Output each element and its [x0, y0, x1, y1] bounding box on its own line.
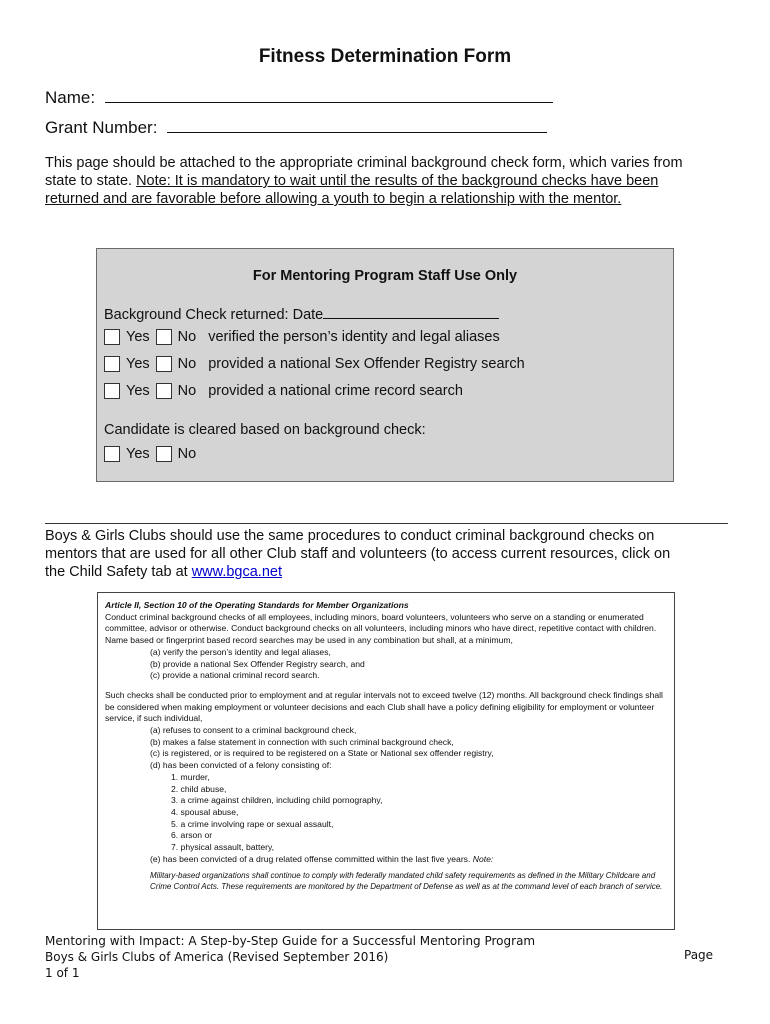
yes-label: Yes	[126, 356, 150, 372]
check-row-description: verified the person’s identity and legal aliases	[208, 329, 500, 345]
article-paragraph-1: Conduct criminal background checks of all employees, including minors, board volunteers, volunteers who serve on a standing or enumerated committee, advisor or otherwise. Conduct background checks on all volunteers, including minors who have direct, repetitive contact with children. Name based or fingerprint based record searches may be used in any combination but shall, at a minimum,	[105, 611, 657, 646]
check-row-crime-record	[104, 383, 463, 399]
background-check-date-row	[104, 304, 499, 323]
grant-number-label: Grant Number:	[45, 118, 158, 137]
bgca-link[interactable]: www.bgca.net	[191, 564, 282, 580]
crime-record-no-checkbox[interactable]	[156, 383, 172, 399]
felony-item: 2. child abuse,	[171, 783, 227, 794]
felony-item: 3. a crime against children, including child pornography,	[171, 795, 383, 806]
check-row-description: provided a national Sex Offender Registry search	[208, 356, 525, 372]
list-item: (b) makes a false statement in connection with such criminal background check,	[150, 736, 454, 747]
military-note: Military-based organizations shall continue to comply with federally mandated child safety requirements as defined in the Military Childcare and Crime Control Acts. These requirements are monitored by the Department of Defense as well as at the command level of each branch of service.	[150, 871, 663, 891]
name-label: Name:	[45, 88, 96, 107]
check-row-sex-offender	[104, 356, 525, 372]
no-label: No	[177, 329, 197, 345]
check-row-description: provided a national crime record search	[208, 383, 463, 399]
note-label: Note:	[472, 853, 494, 864]
yes-label: Yes	[126, 329, 150, 345]
sex-offender-yes-checkbox[interactable]	[104, 356, 120, 372]
article-heading: Article II, Section 10 of the Operating Standards for Member Organizations	[105, 600, 409, 610]
check-row-identity	[104, 329, 500, 345]
list-item-e	[105, 854, 668, 866]
page-title: Fitness Determination Form	[258, 46, 512, 67]
footer-line-2: Boys & Girls Clubs of America (Revised September 2016)	[45, 950, 389, 964]
staff-use-box	[96, 248, 674, 482]
felony-item: 5. a crime involving rape or sexual assault,	[171, 818, 334, 829]
footer-line-3: 1 of 1	[45, 966, 80, 980]
identity-no-checkbox[interactable]	[156, 329, 172, 345]
felony-item: 7. physical assault, battery,	[171, 842, 275, 853]
yes-label: Yes	[126, 446, 150, 462]
staff-box-title: For Mentoring Program Staff Use Only	[252, 268, 518, 284]
list-item: (c) provide a national criminal record search.	[150, 670, 320, 681]
intro-paragraph	[45, 154, 685, 208]
list-item: (a) refuses to consent to a criminal background check,	[150, 725, 357, 736]
bgca-text: Boys & Girls Clubs should use the same procedures to conduct criminal background checks on mentors that are used for all other Club staff and volunteers (to access current resources, click on the Child Safety tab at	[45, 528, 671, 580]
crime-record-yes-checkbox[interactable]	[104, 383, 120, 399]
article-paragraph-2: Such checks shall be conducted prior to employment and at regular intervals not to exceed twelve (12) months. All background check findings shall be considered when making employment or volunteer decisions and each Club shall have a policy defining eligibility for employment or volunteer service, if such individual,	[105, 689, 663, 724]
cleared-label: Candidate is cleared based on background check:	[104, 422, 426, 438]
no-label: No	[177, 383, 197, 399]
intro-note: Note: It is mandatory to wait until the results of the background checks have been returned and are favorable before allowing a youth to begin a relationship with the mentor.	[45, 173, 659, 207]
felony-item: 4. spousal abuse,	[171, 806, 239, 817]
bgca-paragraph	[45, 527, 685, 581]
no-label: No	[177, 356, 197, 372]
felony-item: 1. murder,	[171, 771, 210, 782]
felony-item: 6. arson or	[171, 830, 213, 841]
name-field-row	[45, 85, 553, 108]
cleared-no-checkbox[interactable]	[156, 446, 172, 462]
identity-yes-checkbox[interactable]	[104, 329, 120, 345]
footer-line-1: Mentoring with Impact: A Step-by-Step Guide for a Successful Mentoring Program	[45, 934, 536, 948]
section-divider	[45, 523, 728, 524]
item-e-text: (e) has been convicted of a drug related offense committed within the last five years.	[150, 853, 471, 864]
check-row-cleared	[104, 446, 202, 462]
sex-offender-no-checkbox[interactable]	[156, 356, 172, 372]
list-item: (d) has been convicted of a felony consisting of:	[150, 760, 332, 771]
yes-label: Yes	[126, 383, 150, 399]
footer-page-label: Page	[684, 948, 714, 962]
name-input-line[interactable]	[105, 85, 553, 103]
footer	[45, 933, 535, 981]
intro-text: This page should be attached to the appropriate criminal background check form, which varies from state to state.	[45, 155, 683, 189]
cleared-yes-checkbox[interactable]	[104, 446, 120, 462]
background-check-date-input-line[interactable]	[323, 304, 499, 319]
list-item: (c) is registered, or is required to be registered on a State or National sex offender registry,	[150, 748, 494, 759]
list-item: (b) provide a national Sex Offender Registry search, and	[150, 658, 365, 669]
background-check-date-label: Background Check returned: Date	[104, 307, 324, 323]
article-box	[97, 592, 675, 930]
grant-field-row	[45, 115, 547, 138]
grant-number-input-line[interactable]	[167, 115, 547, 133]
list-item: (a) verify the person’s identity and legal aliases,	[150, 646, 331, 657]
no-label: No	[177, 446, 197, 462]
